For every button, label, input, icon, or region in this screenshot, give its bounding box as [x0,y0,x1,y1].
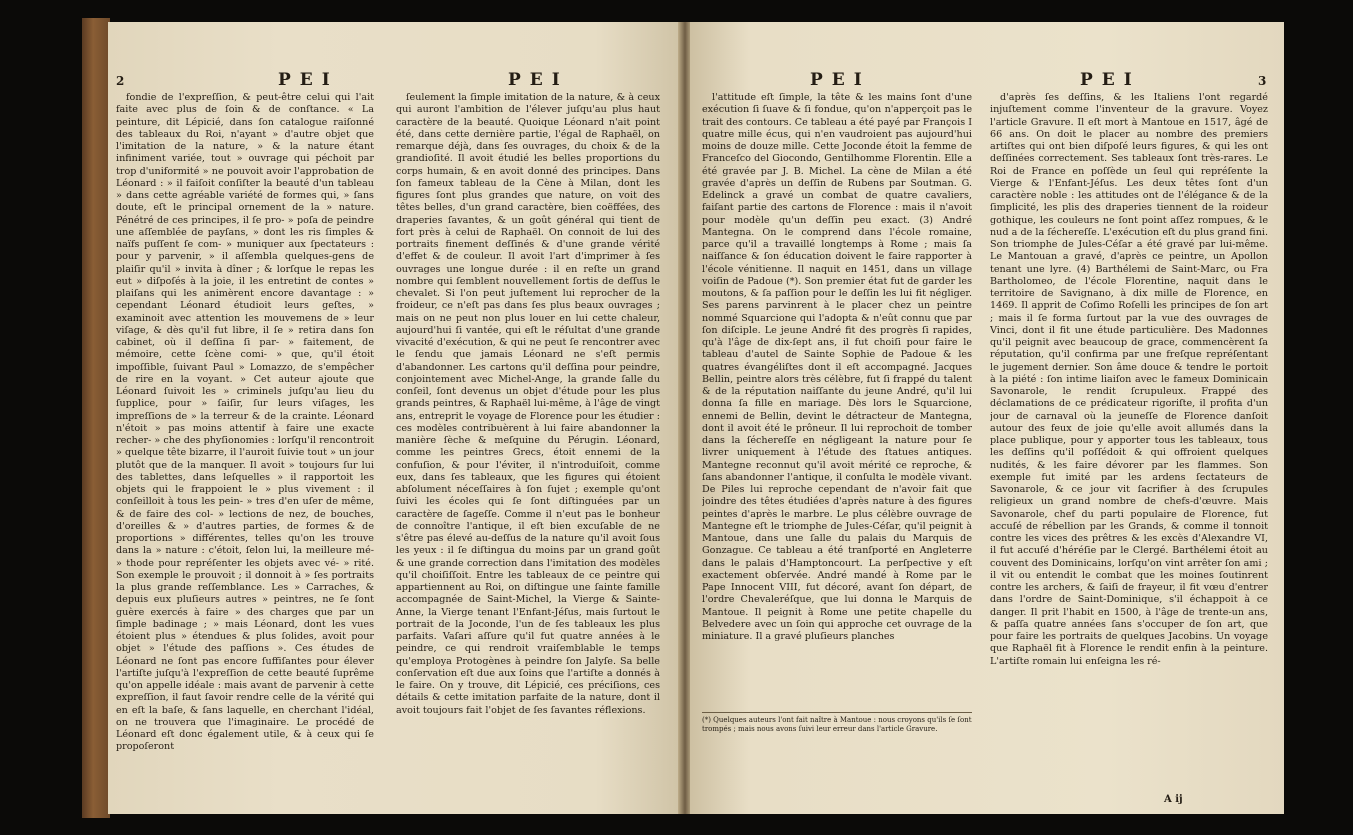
paragraph: d'après ſes deſſins, & les Italiens l'ont regardé injuſtement comme l'inventeur de la gravure. Voyez l'article Gravure. Il eſt mort à Mantoue en 1517, âgé de 66 ans. On doit le placer au nombre des premiers artiſtes qui ont bien diſpoſé leurs figures, & qui les ont deſſinées correctement. Ses tableaux ſont très-rares. Le Roi de France en poſſède un ſeul qui repréſente la Vierge & l'Enfant-Jéſus. Les deux têtes ſont d'un caractère noble : les attitudes ont de l'élégance & de la ſimplicité, les plis des draperies tiennent de la roideur gothique, les couleurs ne ſont point aſſez rompues, & le nud a de la ſéchereſſe. L'exécution eſt du plus grand fini. Son triomphe de Jules-Céſar a été gravé par lui-même. Le Mantouan a gravé, d'après ce peintre, un Apollon tenant une lyre. (4) Barthélemi de Saint-Marc, ou Fra Bartholomeo, de l'école Florentine, naquit dans le territoire de Savignano, à dix mille de Florence, en 1469. Il apprit de Coſimo Roſelli les principes de ſon art ; mais il ſe forma ſurtout par la vue des ouvrages de Vinci, dont il fit une étude particulière. Des Madonnes qu'il peignit avec beaucoup de grace, commencèrent ſa réputation, qu'il confirma par une freſque repréſentant le jugement dernier. Son âme douce & tendre le portoit à la piété : ſon intime liaiſon avec le fameux Dominicain Savonarole, le rendit ſcrupuleux. Frappé des déclamations de ce prédicateur rigoriſte, il profita d'un jour de carnaval où la jeuneſſe de Florence danſoit autour des feux de joie qu'elle avoit allumés dans la place publique, pour y apporter tous les tableaux, tous les deſſins qu'il poſſédoit & qui offroient quelques nudités, & les faire dévorer par les flammes. Son exemple fut imité par les ardens ſectateurs de Savonarole, & ce jour vit ſacrifier à des ſcrupules religieux un grand nombre de chefs-d'œuvre. Mais Savonarole, chef du parti populaire de Florence, fut accuſé de rébellion par les Grands, & comme il tonnoit contre les vices des prêtres & les excès d'Alexandre VI, il fut accuſé d'héréſie par le Clergé. Barthélemi étoit au couvent des Dominicains, lorſqu'on vint arrêter ſon ami ; il vit ou entendit le combat que les moines ſoutinrent contre les archers, & ſaiſi de frayeur, il fit vœu d'entrer dans l'ordre de Saint-Dominique, s'il échappoit à ce danger. Il prit l'habit en 1500, à l'âge de trente-un ans, & paſſa quatre années ſans s'occuper de ſon art, que pour faire les portraits de quelques Jacobins. Un voyage que Raphaël fit à Florence le rendit enfin à la peinture. L'artiſte romain lui enſeigna les ré- [990,92,1268,667]
running-header: PEI [278,70,339,90]
book-binding-edge [82,18,110,818]
running-header: PEI [810,70,871,90]
page-number: 3 [1258,74,1267,88]
paragraph: ſeulement la ſimple imitation de la nature, & à ceux qui auront l'ambition de l'élever juſqu'au plus haut caractère de la beauté. Quoique Léonard n'ait point été, dans cette dernière partie, l'égal de Raphaël, on remarque déjà, dans ſes ouvrages, du choix & de la grandioſité. Il avoit étudié les belles proportions du corps humain, & en avoit donné des principes. Dans ſon fameux tableau de la Cène à Milan, dont les figures ſont plus grandes que nature, on voit des têtes belles, d'un grand caractère, bien coëffées, des draperies ſavantes, & un goût général qui tient de fort près à celui de Raphaël. On connoit de lui des portraits finement deſſinés & d'une grande vérité d'effet & de couleur. Il avoit l'art d'imprimer à ſes ouvrages une longue durée : il en reſte un grand nombre qui ſemblent nouvellement ſortis de deſſus le chevalet. Si l'on peut juſtement lui reprocher de la froideur, ce n'eſt pas dans ſes plus beaux ouvrages ; mais on ne peut non plus louer en lui cette chaleur, aujourd'hui ſi vantée, qui eſt le réſultat d'une grande vivacité d'exécution, & qui ne peut ſe rencontrer avec le ſendu que jamais Léonard ne s'eſt permis d'abandonner. Les cartons qu'il deſſina pour peindre, conjointement avec Michel-Ange, la grande ſalle du conſeil, ſont devenus un objet d'étude pour les plus grands peintres, & Raphaël lui-même, à l'âge de vingt ans, entreprit le voyage de Florence pour les étudier : ces modèles contribuèrent à lui faire abandonner la manière ſèche & meſquine du Pérugin. Léonard, comme les peintres Grecs, étoit ennemi de la confuſion, & pour l'éviter, il n'introduiſoit, comme eux, dans ſes tableaux, que les figures qui étoient abſolument néceſſaires à ſon ſujet ; exemple qu'ont ſuivi les écoles qui ſe ſont diſtinguées par un caractère de ſageſſe. Comme il n'eut pas le bonheur de connoître l'antique, il eſt bien excuſable de ne s'être pas élevé au-deſſus de la nature qu'il avoit ſous les yeux : il ſe diſtingua du moins par un grand goût & une grande correction dans l'imitation des modèles qu'il choiſiſſoit. Entre les tableaux de ce peintre qui appartiennent au Roi, on diſtingue une ſainte famille accompagnée de Saint-Michel, la Vierge & Sainte-Anne, la Vierge tenant l'Enfant-Jéſus, mais ſurtout le portrait de la Joconde, l'un de ſes tableaux les plus parfaits. Vaſari aſſure qu'il fut quatre années à le peindre, ce qui rendroit vraiſemblable le temps qu'employa Protogènes à peindre ſon Jalyſe. Sa belle conſervation eſt due aux ſoins que l'artiſte a donnés à le faire. On y trouve, dit Lépicié, ces préciſions, ces détails & cette imitation parfaite de la nature, dont il avoit toujours fait l'objet de ſes ſavantes réflexions. [396,92,660,716]
running-header-right: PEI [508,70,569,90]
left-page [108,22,682,814]
text-column-2 [990,92,1268,792]
paragraph: l'attitude eſt ſimple, la tête & les mains ſont d'une exécution ſi ſuave & ſi fondue, qu'on n'apperçoit pas le trait des contours. Ce tableau a été payé par François I quatre mille écus, qui n'en vaudroient pas aujourd'hui moins de douze mille. Cette Joconde étoit la femme de Franceſco del Giocondo, Gentilhomme Florentin. Elle a été gravée par J. B. Michel. La cène de Milan a été gravée d'après un deſſin de Rubens par Soutman. G. Edelinck a gravé un combat de quatre cavaliers, faiſant partie des cartons de Florence : mais il n'avoit pour modèle qu'un deſſin peu exact. (3) André Mantegna. On le comprend dans l'école romaine, parce qu'il a travaillé longtemps à Rome ; mais ſa naiſſance & ſon éducation doivent le faire rapporter à l'école vénitienne. Il naquit en 1451, dans un village voiſin de Padoue (*). Son premier état fut de garder les moutons, & ſa paſſion pour le deſſin les lui fit négliger. Ses parens parvinrent à le placer chez un peintre nommé Squarcione qui l'adopta & n'eût connu que par ſon diſciple. Le jeune André fit des progrès ſi rapides, qu'à l'âge de dix-ſept ans, il fut choiſi pour faire le tableau d'autel de Sainte Sophie de Padoue & les quatres évangéliſtes dont il eſt accompagné. Jacques Bellin, peintre alors très célèbre, fut ſi frappé du talent & de la réputation naiſſante du jeune André, qu'il lui donna ſa fille en mariage. Dès lors le Squarcione, ennemi de Bellin, devint le détracteur de Mantegna, dont il avoit été le prôneur. Il lui reprochoit de tomber dans la ſéchereſſe en négligeant la nature pour ſe livrer uniquement à l'étude des ſtatues antiques. Mantegne reconnut qu'il avoit mérité ce reproche, & ſans abandonner l'antique, il conſulta le modèle vivant. De Piles lui reproche cependant de n'avoir fait que joindre des têtes étudiées d'après nature à des figures peintes d'après le marbre. Le plus célèbre ouvrage de Mantegne eſt le triomphe de Jules-Céſar, qu'il peignit à Mantoue, dans une ſalle du palais du Marquis de Gonzague. Ce tableau a été tranſporté en Angleterre dans le palais d'Hamptoncourt. La perſpective y eſt exactement obſervée. André mandé à Rome par le Pape Innocent VIII, fut décoré, avant ſon départ, de l'ordre Chevaleréſque, que lui donna le Marquis de Mantoue. Il peignit à Rome une petite chapelle du Belvedere avec un ſoin qui approche cet ouvrage de la miniature. Il a gravé pluſieurs planches [702,92,972,642]
running-header-right: PEI [1080,70,1141,90]
footnote: (*) Quelques auteurs l'ont fait naître à Mantoue : nous croyons qu'ils ſe ſont trompés ; mais nous avons ſuivi leur erreur dans l'article Gravure. [702,712,972,733]
text-column-1 [702,92,972,692]
right-page [690,22,1284,814]
signature-mark: A ij [1164,794,1183,805]
page-number: 2 [116,74,125,88]
text-column-1 [116,92,374,802]
paragraph: fondie de l'expreſſion, & peut-être celui qui l'ait faite avec plus de ſoin & de conſtance. « La peinture, dit Lépicié, dans ſon catalogue raiſonné des tableaux du Roi, n'ayant » d'autre objet que l'imitation de la nature, » & la nature étant infiniment variée, tout » ouvrage qui péchoit par trop d'uniformité » ne pouvoit avoir l'approbation de Léonard : » il faiſoit conſiſter la beauté d'un tableau » dans cette agréable variété de formes qui, » ſans doute, eſt le principal ornement de la » nature. Pénétré de ces principes, il ſe pro- » poſa de peindre une aſſemblée de payſans, » dont les ris ſimples & naïfs puſſent ſe com- » muniquer aux ſpectateurs : pour y parvenir, » il aſſembla quelques-gens de plaiſir qu'il » invita à dîner ; & lorſque le repas les eut » diſpoſés à la joie, il les entretint de contes » plaiſans qui les animèrent encore davantage : » cependant Léonard étudioit leurs geſtes, » examinoit avec attention les mouvemens de » leur viſage, & dès qu'il fut libre, il ſe » retira dans ſon cabinet, où il deſſina ſi par- » faitement, de mémoire, cette ſcène comi- » que, qu'il étoit impoſſible, ſuivant Paul » Lomazzo, de s'empêcher de rire en la voyant. » Cet auteur ajoute que Léonard ſuivoit les » criminels juſqu'au lieu du ſupplice, pour » ſaiſir, ſur leurs viſages, les impreſſions de » la terreur & de la crainte. Léonard n'étoit » pas moins attentif à faire une exacte recher- » che des phyſionomies : lorſqu'il rencontroit » quelque tête bizarre, il l'auroit ſuivie tout » un jour plutôt que de la manquer. Il avoit » toujours ſur lui des tablettes, dans leſquelles » il rapportoit les objets qui le frappoient le » plus vivement : il conſeilloit à tous les pein- » tres d'en uſer de même, & de faire des col- » lections de nez, de bouches, d'oreilles & » d'autres parties, de formes & de proportions » différentes, telles qu'on les trouve dans la » nature : c'étoit, ſelon lui, la meilleure mé- » thode pour repréſenter les objets avec vé- » rité. Son exemple le prouvoit ; il donnoit à » ſes portraits la plus grande reſſemblance. Les » Carraches, & depuis eux pluſieurs autres » peintres, ne ſe ſont guère exercés à faire » des charges que par un ſimple badinage ; » mais Léonard, dont les vues étoient plus » étendues & plus ſolides, avoit pour objet » l'étude des paſſions ». Ces études de Léonard ne ſont pas encore ſuffiſantes pour élever l'artiſte juſqu'à l'expreſſion de cette beauté ſuprême qu'on appelle idéale : mais avant de parvenir à cette expreſſion, il faut ſavoir rendre celle de la vérité qui en eſt la baſe, & ſans laquelle, en cherchant l'idéal, on ne trouvera que l'imaginaire. Le procédé de Léonard eſt donc également utile, & à ceux qui ſe propoſeront [116,92,374,753]
text-column-2 [396,92,660,802]
